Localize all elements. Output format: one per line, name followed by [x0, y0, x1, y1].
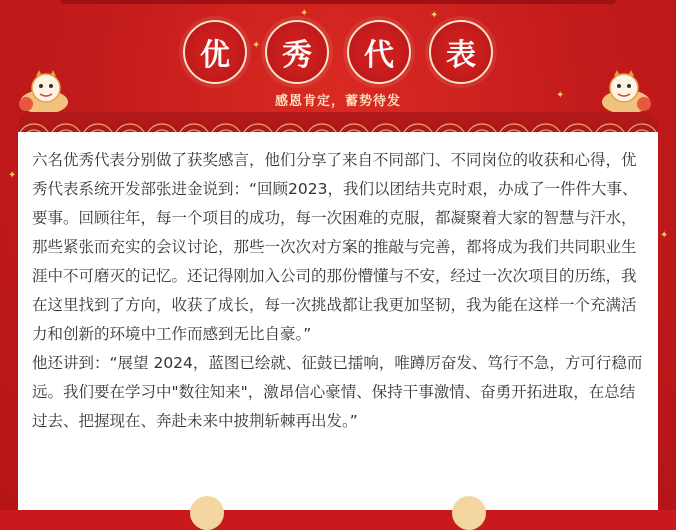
article-paragraph: 他还讲到：“展望 2024，蓝图已绘就、征鼓已擂响，唯蹲厉奋发、笃行不急，方可行稳而远。我们要在学习中"数往知来"，激昂信心豪情、保持干事激情、奋勇开拓进取，在总结过去、把握现在、奔赴未来中披荆斩棘再出发。” [32, 354, 643, 430]
sparkle-icon: ✦ [660, 230, 669, 241]
dragon-mascot-icon [14, 66, 74, 116]
sparkle-icon: ✦ [430, 10, 439, 21]
title-char: 表 [429, 20, 493, 84]
title-char: 秀 [265, 20, 329, 84]
title-char: 代 [347, 20, 411, 84]
sparkle-icon: ✦ [300, 8, 309, 19]
sparkle-icon: ✦ [252, 40, 261, 51]
sparkle-icon: ✦ [8, 170, 17, 181]
subtitle: 感恩肯定，蓄势待发 [274, 94, 401, 109]
title-char: 优 [183, 20, 247, 84]
sparkle-icon: ✦ [556, 90, 565, 101]
article-paragraph: 六名优秀代表分别做了获奖感言，他们分享了来自不同部门、不同岗位的收获和心得，优秀代表系统开发部张进金说到：“回顾2023，我们以团结共克时艰，办成了一件件大事、要事。回顾往年，每一个项目的成功，每一次困难的克服，都凝聚着大家的智慧与汗水，那些紧张而充实的会议讨论，那些一次次对方案的推敲与完善，都将成为我们共同职业生涯中不可磨灭的记忆。还记得刚加入公司的那份懵懂与不安，经过一次次项目的历练，我在这里找到了方向，收获了成长，每一次挑战都让我更加坚韧，我为能在这样一个充满活力和创新的环境中工作而感到无比自豪。” [32, 151, 638, 343]
top-bar [60, 0, 616, 4]
article-body [32, 146, 644, 436]
title-row [0, 20, 676, 100]
dragon-mascot-icon [596, 66, 656, 116]
coin-icon [190, 496, 224, 530]
coin-icon [452, 496, 486, 530]
